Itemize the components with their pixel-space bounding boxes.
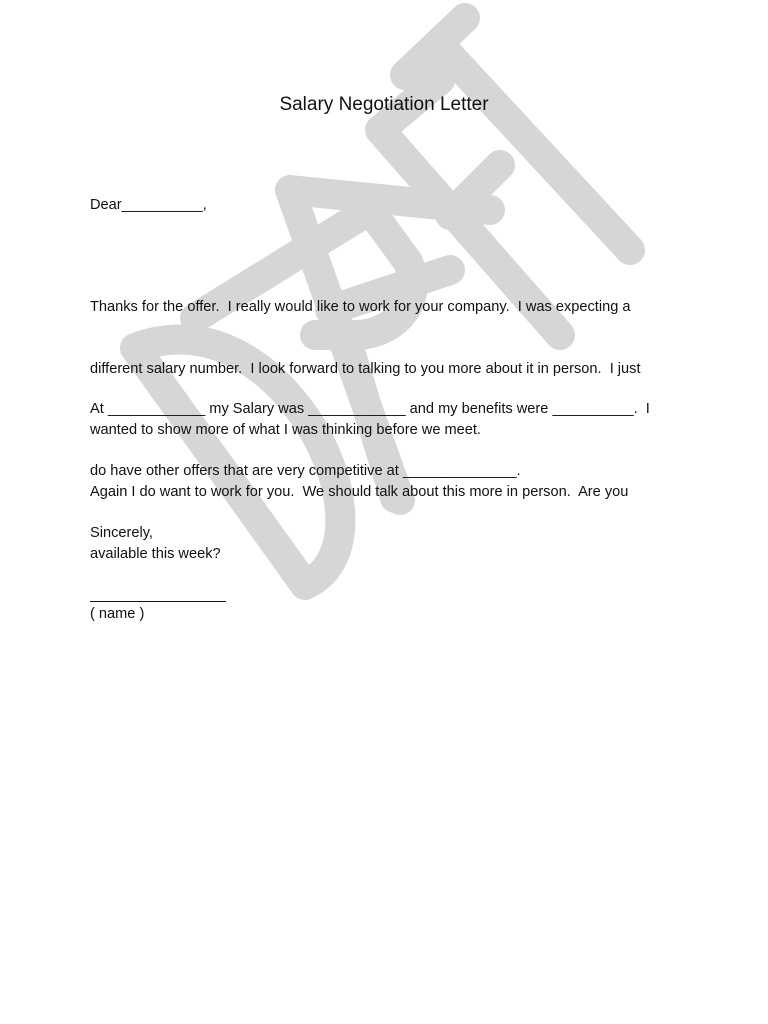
name-placeholder: ( name ): [90, 606, 145, 622]
text-line: Thanks for the offer. I really would like to work for your company. I was expecting a: [90, 299, 631, 315]
text-line: At ____________ my Salary was ____________ and my benefits were __________. I: [90, 401, 650, 417]
letter-title: Salary Negotiation Letter: [279, 94, 489, 115]
text-line: Again I do want to work for you. We should talk about this more in person. Are you: [90, 484, 629, 500]
greeting-line: Dear__________,: [90, 197, 207, 213]
text-line: do have other offers that are very competitive at ______________.: [90, 462, 521, 479]
text-line: different salary number. I look forward to talking to you more about it in person. I just: [90, 360, 641, 377]
text-line: available this week?: [90, 545, 221, 562]
text-line: wanted to show more of what I was thinking before we meet.: [90, 422, 481, 438]
closing-line: Sincerely,: [90, 525, 153, 541]
signature-line: [90, 601, 226, 602]
